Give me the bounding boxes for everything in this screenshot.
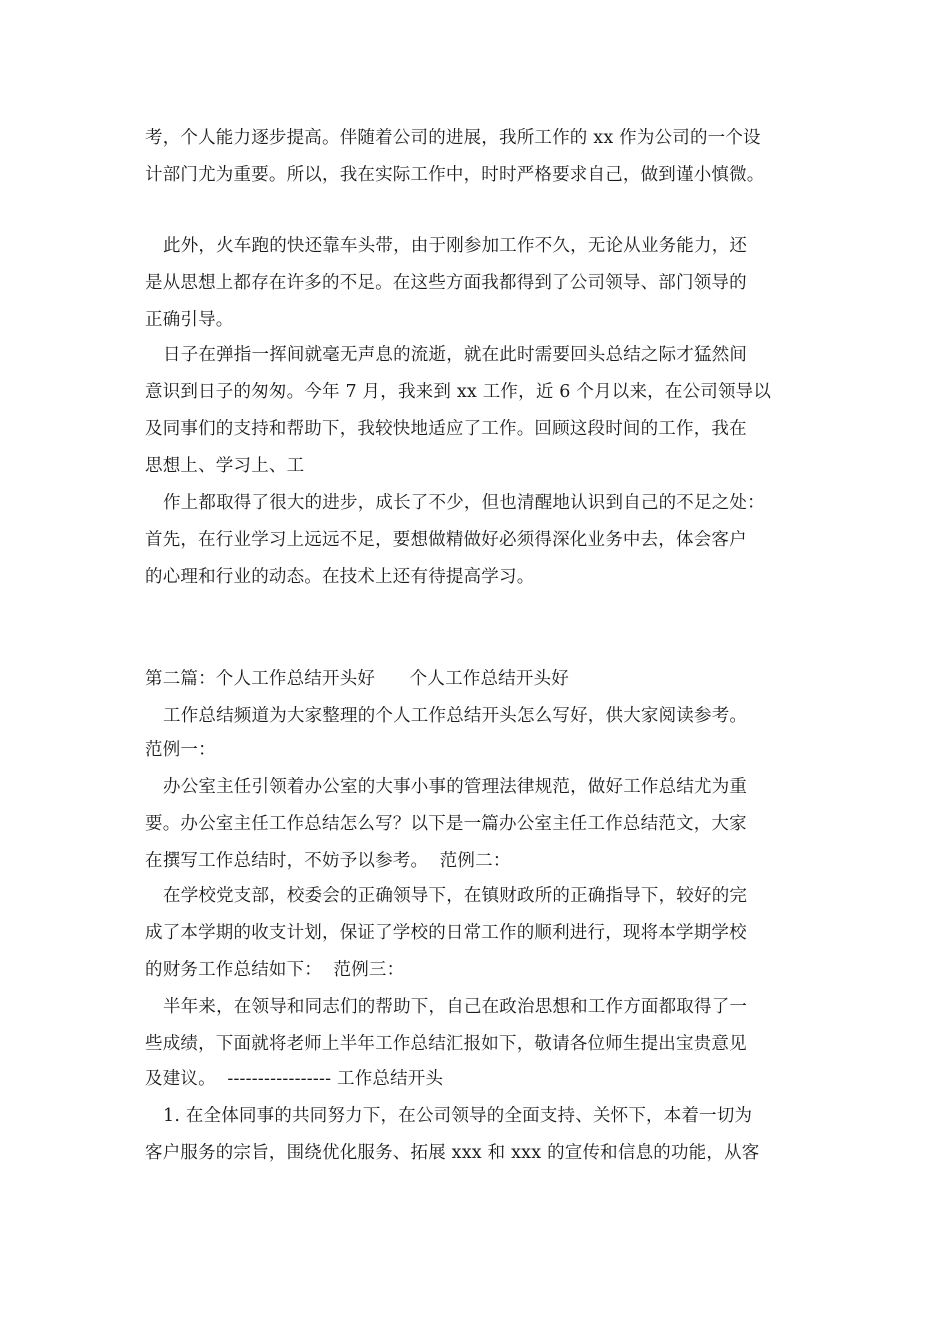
- paragraph-7-line-2: 成了本学期的收支计划，保证了学校的日常工作的顺利进行，现将本学期学校: [145, 923, 747, 943]
- paragraph-4-line-1: 作上都取得了很大的进步，成长了不少，但也清醒地认识到自己的不足之处：: [163, 493, 765, 513]
- paragraph-1-line-1: 考，个人能力逐步提高。伴随着公司的进展，我所工作的 xx 作为公司的一个设: [145, 128, 761, 148]
- paragraph-3-line-3: 及同事们的支持和帮助下，我较快地适应了工作。回顾这段时间的工作，我在: [145, 419, 747, 439]
- paragraph-2-line-3: 正确引导。: [145, 310, 234, 330]
- paragraph-5-line-2: 范例一：: [145, 740, 216, 760]
- paragraph-4-line-2: 首先，在行业学习上远远不足，要想做精做好必须得深化业务中去，体会客户: [145, 530, 747, 550]
- paragraph-7-line-3: 的财务工作总结如下： 范例三：: [145, 960, 405, 980]
- paragraph-3-line-4: 思想上、学习上、工: [145, 456, 305, 476]
- paragraph-3-line-2: 意识到日子的匆匆。今年 7 月，我来到 xx 工作，近 6 个月以来，在公司领导以: [145, 382, 772, 402]
- paragraph-6-line-1: 办公室主任引领着办公室的大事小事的管理法律规范，做好工作总结尤为重: [163, 777, 748, 797]
- paragraph-2-line-2: 是从思想上都存在许多的不足。在这些方面我都得到了公司领导、部门领导的: [145, 273, 747, 293]
- paragraph-6-line-3: 在撰写工作总结时，不妨予以参考。 范例二：: [145, 851, 511, 871]
- paragraph-5-line-1: 工作总结频道为大家整理的个人工作总结开头怎么写好，供大家阅读参考。: [163, 706, 748, 726]
- paragraph-8-line-1: 半年来，在领导和同志们的帮助下，自己在政治思想和工作方面都取得了一: [163, 997, 748, 1017]
- paragraph-9-line-1: 1. 在全体同事的共同努力下，在公司领导的全面支持、关怀下，本着一切为: [163, 1106, 753, 1126]
- paragraph-8-line-2: 些成绩，下面就将老师上半年工作总结汇报如下，敬请各位师生提出宝贵意见: [145, 1034, 747, 1054]
- paragraph-4-line-3: 的心理和行业的动态。在技术上还有待提高学习。: [145, 567, 535, 587]
- paragraph-2-line-1: 此外，火车跑的快还靠车头带，由于刚参加工作不久，无论从业务能力，还: [163, 236, 748, 256]
- section-heading: 第二篇：个人工作总结开头好 个人工作总结开头好: [145, 669, 569, 689]
- paragraph-8-line-3: 及建议。 ----------------- 工作总结开头: [145, 1069, 444, 1089]
- paragraph-9-line-2: 客户服务的宗旨，围绕优化服务、拓展 xxx 和 xxx 的宣传和信息的功能，从客: [145, 1143, 760, 1163]
- paragraph-7-line-1: 在学校党支部，校委会的正确领导下，在镇财政所的正确指导下，较好的完: [163, 886, 748, 906]
- paragraph-3-line-1: 日子在弹指一挥间就毫无声息的流逝，就在此时需要回头总结之际才猛然间: [163, 345, 748, 365]
- paragraph-6-line-2: 要。办公室主任工作总结怎么写？以下是一篇办公室主任工作总结范文，大家: [145, 814, 747, 834]
- paragraph-1-line-2: 计部门尤为重要。所以，我在实际工作中，时时严格要求自己，做到谨小慎微。: [145, 165, 765, 185]
